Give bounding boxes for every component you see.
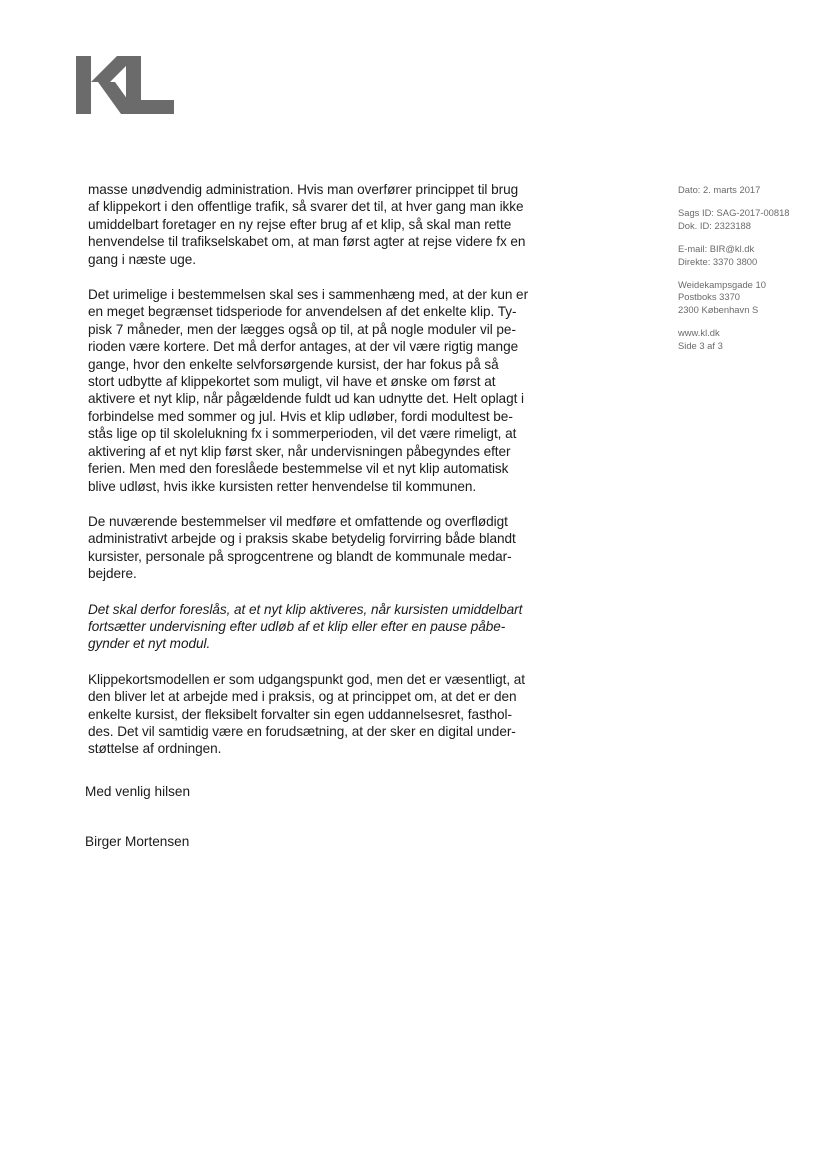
paragraph-line: stås lige op til skolelukning fx i sommerperioden, vil det være rimeligt, at [88, 426, 517, 442]
kl-logo-mark [76, 56, 176, 114]
contact-phone: Direkte: 3370 3800 [678, 255, 758, 267]
paragraph-line: gynder et nyt modul. [88, 636, 211, 652]
paragraph-line: af klippekort i den offentlige trafik, så svarer det til, at hver gang man ikke [88, 199, 524, 215]
letter-body [88, 181, 568, 776]
address-street: Weidekampsgade 10 [678, 279, 766, 291]
paragraph-line: forbindelse med sommer og jul. Hvis et klip udløber, fordi modultest be- [88, 408, 513, 424]
paragraph-line: umiddelbart foretager en ny rejse efter brug af et klip, så skal man rette [88, 216, 512, 232]
paragraph-line: støttelse af ordningen. [88, 741, 222, 757]
letter-metadata-sidebar [678, 184, 818, 363]
paragraph-line: administrativt arbejde og i praksis skabe betydelig forvirring både blandt [88, 531, 516, 547]
paragraph-line: stort udbytte af klippekortet som muligt, vil have et ønske om først at [88, 374, 496, 390]
contact-group [678, 243, 818, 268]
contact-email: E-mail: BIR@kl.dk [678, 243, 755, 255]
case-id: Sags ID: SAG-2017-00818 [678, 207, 790, 219]
date-group [678, 184, 818, 196]
paragraph-line: Det urimelige i bestemmelsen skal ses i sammenhæng med, at der kun er [88, 287, 529, 303]
paragraph-line: rioden være kortere. Det må derfor antages, at der vil være rigtig mange [88, 339, 519, 355]
address-group [678, 279, 818, 316]
body-paragraph [88, 671, 568, 758]
body-paragraph [88, 601, 568, 653]
paragraph-line: ferien. Men med den foreslåede bestemmelse vil et nyt klip automatisk [88, 461, 509, 477]
address-city: 2300 København S [678, 303, 759, 315]
paragraph-line: aktivere et nyt klip, når pågældende fuldt ud kan udnytte det. Helt oplagt i [88, 391, 525, 407]
web-group [678, 327, 818, 352]
closing-greeting: Med venlig hilsen [85, 784, 191, 799]
paragraph-line: masse unødvendig administration. Hvis man overfører princippet til brug [88, 182, 519, 197]
body-paragraph [88, 286, 568, 495]
body-paragraph [88, 513, 568, 583]
letter-date: Dato: 2. marts 2017 [678, 184, 761, 195]
paragraph-line: henvendelse til trafikselskabet om, at man først agter at rejse videre fx en [88, 234, 526, 250]
website-link[interactable]: www.kl.dk [678, 327, 720, 339]
paragraph-line: fortsætter undervisning efter udløb af et klip eller efter en pause påbe- [88, 618, 506, 634]
paragraph-line: den bliver let at arbejde med i praksis, og at princippet om, at det er den [88, 689, 517, 705]
paragraph-line: pisk 7 måneder, men der lægges også op til, at på nogle moduler vil pe- [88, 321, 516, 337]
paragraph-line: gange, hvor den enkelte selvforsørgende kursist, der har fokus på så [88, 356, 499, 372]
paragraph-line: gang i næste uge. [88, 251, 196, 267]
paragraph-line: De nuværende bestemmelser vil medføre et omfattende og overflødigt [88, 513, 508, 529]
paragraph-line: enkelte kursist, der fleksibelt forvalter sin egen uddannelsesret, fasthol- [88, 706, 512, 722]
paragraph-line: Det skal derfor foreslås, at et nyt klip aktiveres, når kursisten umiddelbart [88, 601, 523, 617]
paragraph-line: en meget begrænset tidsperiode for anvendelsen af det enkelte klip. Ty- [88, 304, 517, 320]
reference-group [678, 207, 818, 232]
body-paragraph [88, 181, 568, 268]
signature-name: Birger Mortensen [85, 834, 190, 849]
kl-logo [76, 56, 176, 114]
paragraph-line: des. Det vil samtidig være en forudsætning, at der sker en digital under- [88, 723, 516, 739]
paragraph-line: bejdere. [88, 566, 137, 582]
address-pobox: Postboks 3370 [678, 291, 741, 303]
document-id: Dok. ID: 2323188 [678, 219, 751, 231]
paragraph-line: kursister, personale på sprogcentrene og blandt de kommunale medar- [88, 548, 512, 564]
paragraph-line: blive udløst, hvis ikke kursisten retter henvendelse til kommunen. [88, 478, 477, 494]
paragraph-line: aktivering af et nyt klip først sker, når undervisningen påbegyndes efter [88, 443, 511, 459]
page-number: Side 3 af 3 [678, 339, 723, 351]
paragraph-line: Klippekortsmodellen er som udgangspunkt god, men det er væsentligt, at [88, 671, 526, 687]
